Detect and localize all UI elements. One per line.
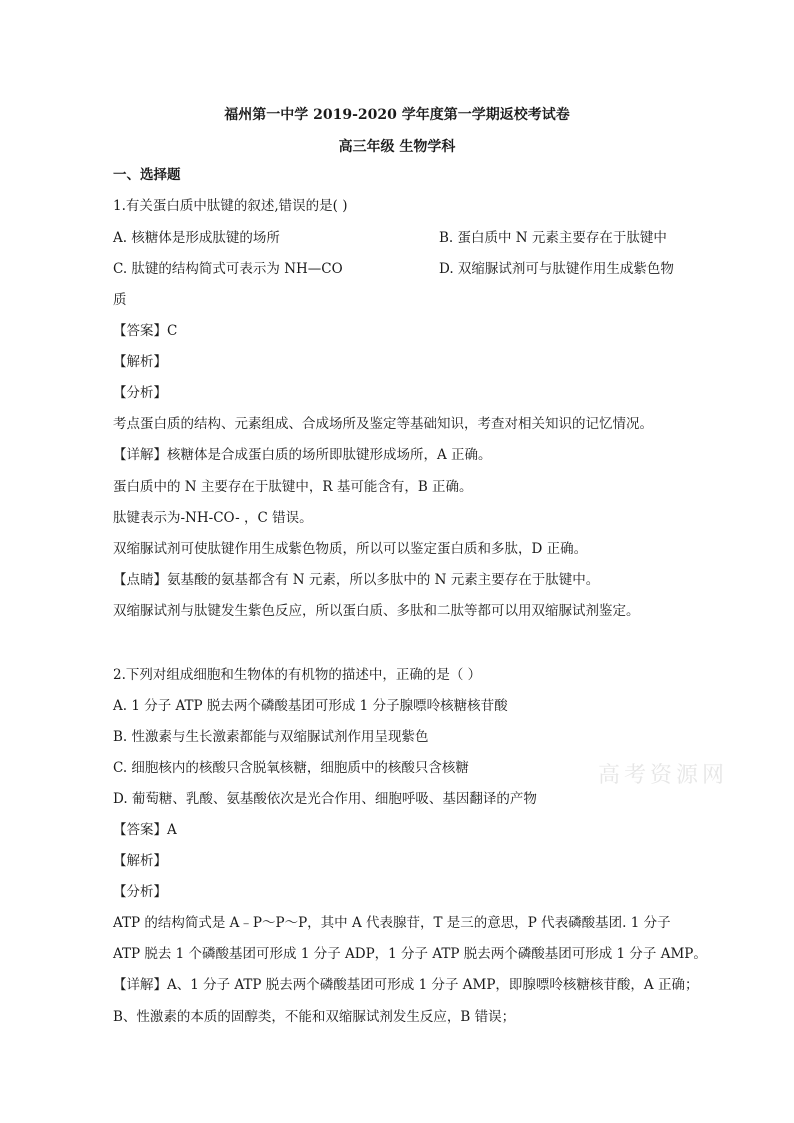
section-heading: 一、选择题 [113, 167, 181, 183]
q1-answer: 【答案】C [113, 323, 178, 339]
q1-stem: 1.有关蛋白质中肽键的叙述,错误的是( ) [113, 198, 348, 214]
q2-stem: 2.下列对组成细胞和生物体的有机物的描述中，正确的是（ ） [113, 667, 482, 683]
q1-option-c: C. 肽键的结构简式可表示为 NH—CO [113, 261, 343, 277]
q2-fenxi-label: 【分析】 [113, 884, 167, 900]
q1-fenxi-label: 【分析】 [113, 385, 167, 401]
q1-jiexi-label: 【解析】 [113, 354, 167, 370]
q2-line-b: B、性激素的本质的固醇类，不能和双缩脲试剂发生反应，B 错误； [113, 1009, 516, 1025]
q1-option-d-continued: 质 [113, 292, 127, 308]
q1-line-5: 双缩脲试剂与肽键发生紫色反应，所以蛋白质、多肽和二肽等都可以用双缩脲试剂鉴定。 [113, 603, 640, 619]
q2-fenxi-text-1: ATP 的结构简式是 A﹣P～P～P，其中 A 代表腺苷，T 是三的意思，P 代表磷酸基团. 1 分子 [113, 915, 671, 931]
q1-option-d: D. 双缩脲试剂可与肽键作用生成紫色物 [439, 261, 674, 277]
q2-option-d: D. 葡萄糖、乳酸、氨基酸依次是光合作用、细胞呼吸、基因翻译的产物 [113, 791, 537, 807]
q2-option-c: C. 细胞核内的核酸只含脱氧核糖，细胞质中的核酸只含核糖 [113, 760, 469, 776]
q2-xiangjie [113, 976, 698, 994]
q2-option-b: B. 性激素与生长激素都能与双缩脲试剂作用呈现紫色 [113, 729, 429, 745]
q1-xiangjie-label: 【详解】 [113, 447, 167, 463]
q2-xiangjie-label: 【详解】 [113, 977, 167, 993]
q1-dianjing [113, 571, 599, 589]
q2-xiangjie-text: A、1 分子 ATP 脱去两个磷酸基团可形成 1 分子 AMP，即腺嘌呤核糖核苷酸，A 正确； [167, 977, 699, 993]
q1-line-2: 蛋白质中的 N 主要存在于肽键中，R 基可能含有，B 正确。 [113, 479, 473, 495]
q1-line-3: 肽键表示为-NH-CO- ，C 错误。 [113, 510, 313, 526]
q2-fenxi-text-2: ATP 脱去 1 个磷酸基团可形成 1 分子 ADP，1 分子 ATP 脱去两个磷酸基团可形成 1 分子 AMP。 [113, 946, 707, 962]
q1-dianjing-label: 【点睛】 [113, 572, 167, 588]
page-subtitle: 高三年级 生物学科 [338, 139, 456, 155]
q1-fenxi-text: 考点蛋白质的结构、元素组成、合成场所及鉴定等基础知识，考查对相关知识的记忆情况。 [113, 416, 653, 432]
q2-answer: 【答案】A [113, 822, 177, 838]
q1-xiangjie [113, 446, 492, 464]
q2-option-a: A. 1 分子 ATP 脱去两个磷酸基团可形成 1 分子腺嘌呤核糖核苷酸 [113, 698, 508, 714]
q1-option-a: A. 核糖体是形成肽键的场所 [113, 230, 280, 246]
q1-line-4: 双缩脲试剂可使肽键作用生成紫色物质，所以可以鉴定蛋白质和多肽，D 正确。 [113, 541, 588, 557]
q2-jiexi-label: 【解析】 [113, 853, 167, 869]
q1-option-b: B. 蛋白质中 N 元素主要存在于肽键中 [439, 230, 667, 246]
q1-dianjing-text: 氨基酸的氨基都含有 N 元素，所以多肽中的 N 元素主要存在于肽键中。 [167, 572, 600, 588]
q1-xiangjie-text: 核糖体是合成蛋白质的场所即肽键形成场所，A 正确。 [167, 447, 492, 463]
page-title: 福州第一中学 2019-2020 学年度第一学期返校考试卷 [224, 107, 570, 123]
watermark: 高考资源网 [598, 763, 729, 788]
